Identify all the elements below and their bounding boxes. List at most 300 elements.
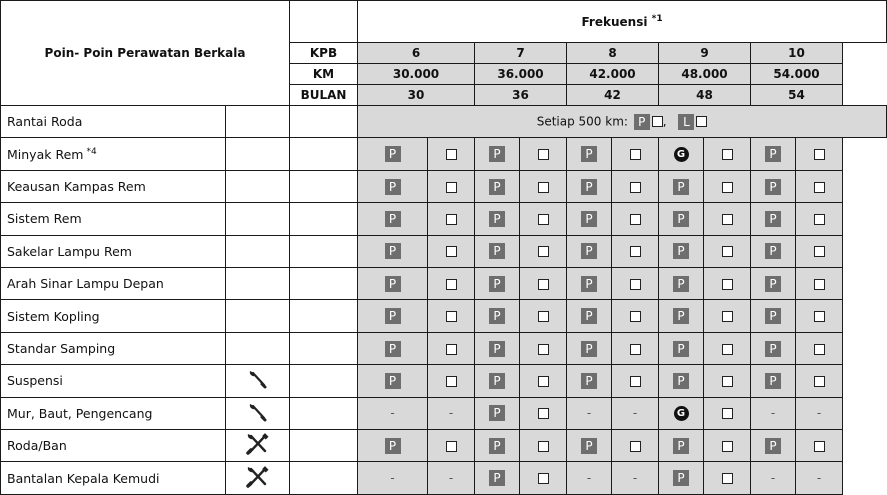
schedule-cell <box>612 397 659 429</box>
table-row <box>1 462 887 495</box>
kpb-value-1: 6 <box>358 43 475 64</box>
inspect-badge: P <box>765 211 781 227</box>
schedule-cell <box>659 365 704 397</box>
row-label <box>1 397 226 429</box>
schedule-cell <box>796 170 843 202</box>
schedule-cell <box>796 268 843 300</box>
schedule-cell <box>612 332 659 364</box>
schedule-cell <box>704 365 751 397</box>
schedule-cell <box>567 170 612 202</box>
inspect-badge: P <box>765 373 781 389</box>
checkbox-icon <box>696 116 707 127</box>
schedule-cell <box>751 235 796 267</box>
schedule-cell <box>358 300 428 332</box>
inspect-badge: P <box>581 211 597 227</box>
checkbox-icon <box>446 376 457 387</box>
schedule-cell <box>796 462 843 495</box>
replace-mark: G <box>674 147 689 162</box>
schedule-cell <box>612 462 659 495</box>
bulan-value-3: 42 <box>567 85 659 106</box>
blank-cell <box>290 462 358 495</box>
inspect-badge: P <box>634 114 650 130</box>
checkbox-icon <box>722 214 733 225</box>
not-applicable-dash: - <box>632 471 638 486</box>
row-label <box>1 430 226 462</box>
schedule-cell <box>704 235 751 267</box>
tool-cell <box>226 365 290 397</box>
checkbox-icon <box>814 182 825 193</box>
checkbox-icon <box>814 246 825 257</box>
kpb-label: KPB <box>290 43 358 64</box>
row-label-text: Sistem Kopling <box>7 308 100 324</box>
schedule-cell <box>428 332 475 364</box>
schedule-cell <box>751 365 796 397</box>
checkbox-icon <box>722 441 733 452</box>
table-row <box>1 268 887 300</box>
blank-cell <box>290 268 358 300</box>
schedule-cell <box>358 203 428 235</box>
checkbox-icon <box>538 279 549 290</box>
row-label <box>1 365 226 397</box>
checkbox-icon <box>446 311 457 322</box>
inspect-badge: P <box>765 438 781 454</box>
row-label-text: Arah Sinar Lampu Depan <box>7 276 164 292</box>
inspect-badge: P <box>673 438 689 454</box>
schedule-cell <box>358 365 428 397</box>
table-row <box>1 300 887 332</box>
table-row <box>1 138 887 170</box>
inspect-badge: P <box>673 243 689 259</box>
table-title: Poin- Poin Perawatan Berkala <box>1 1 290 106</box>
schedule-cell <box>751 462 796 495</box>
inspect-badge: P <box>581 179 597 195</box>
km-value-2: 36.000 <box>475 64 567 85</box>
row-label-text: Roda/Ban <box>7 438 67 454</box>
row-label-text: Bantalan Kepala Kemudi <box>7 470 160 486</box>
schedule-cell <box>520 138 567 170</box>
tool-cell <box>226 332 290 364</box>
inspect-badge: P <box>489 438 505 454</box>
schedule-cell <box>796 365 843 397</box>
inspect-badge: P <box>385 276 401 292</box>
checkbox-icon <box>446 441 457 452</box>
table-row <box>1 332 887 364</box>
checkbox-icon <box>630 311 641 322</box>
schedule-cell <box>428 170 475 202</box>
inspect-badge: P <box>489 211 505 227</box>
checkbox-icon <box>814 344 825 355</box>
checkbox-icon <box>538 473 549 484</box>
inspect-badge: P <box>673 373 689 389</box>
schedule-cell <box>475 170 520 202</box>
schedule-cell <box>704 138 751 170</box>
schedule-cell <box>358 332 428 364</box>
tool-cell <box>226 106 290 138</box>
schedule-cell <box>751 430 796 462</box>
frequency-label: Frekuensi <box>581 15 648 29</box>
crossed-tools-icon <box>246 433 270 458</box>
schedule-cell <box>659 397 704 429</box>
schedule-cell <box>612 235 659 267</box>
tool-cell <box>226 235 290 267</box>
row-note: *4 <box>86 146 97 157</box>
inspect-badge: P <box>385 243 401 259</box>
schedule-cell <box>704 332 751 364</box>
inspect-badge: P <box>765 276 781 292</box>
schedule-cell <box>751 268 796 300</box>
checkbox-icon <box>538 408 549 419</box>
schedule-cell <box>520 365 567 397</box>
schedule-cell <box>567 397 612 429</box>
checkbox-icon <box>446 182 457 193</box>
schedule-cell <box>704 430 751 462</box>
checkbox-icon <box>538 344 549 355</box>
wrench-icon <box>247 369 269 392</box>
inspect-badge: P <box>489 243 505 259</box>
schedule-cell <box>428 430 475 462</box>
schedule-cell <box>659 235 704 267</box>
kpb-value-2: 7 <box>475 43 567 64</box>
frequency-header <box>358 1 887 43</box>
checkbox-icon <box>652 116 663 127</box>
schedule-cell <box>475 235 520 267</box>
row-label <box>1 170 226 202</box>
schedule-cell <box>428 235 475 267</box>
checkbox-icon <box>814 149 825 160</box>
checkbox-icon <box>722 376 733 387</box>
schedule-cell <box>796 203 843 235</box>
not-applicable-dash: - <box>586 471 592 486</box>
schedule-cell <box>428 300 475 332</box>
blank-cell <box>290 397 358 429</box>
schedule-cell <box>704 170 751 202</box>
checkbox-icon <box>630 344 641 355</box>
inspect-badge: P <box>581 438 597 454</box>
blank-cell <box>290 332 358 364</box>
km-value-3: 42.000 <box>567 64 659 85</box>
checkbox-icon <box>814 279 825 290</box>
schedule-cell <box>520 203 567 235</box>
tool-cell <box>226 430 290 462</box>
schedule-cell <box>612 268 659 300</box>
bulan-value-5: 54 <box>751 85 843 106</box>
schedule-cell <box>612 430 659 462</box>
checkbox-icon <box>630 279 641 290</box>
schedule-cell <box>704 268 751 300</box>
schedule-cell <box>567 462 612 495</box>
row-label <box>1 203 226 235</box>
schedule-cell <box>520 397 567 429</box>
interval-text: Setiap 500 km: <box>536 114 628 129</box>
schedule-cell <box>612 203 659 235</box>
inspect-badge: P <box>489 341 505 357</box>
not-applicable-dash: - <box>390 406 395 421</box>
table-row <box>1 170 887 202</box>
schedule-cell <box>358 268 428 300</box>
checkbox-icon <box>538 182 549 193</box>
kpb-value-5: 10 <box>751 43 843 64</box>
schedule-cell <box>358 430 428 462</box>
row-label-text: Mur, Baut, Pengencang <box>7 405 153 421</box>
inspect-badge: P <box>673 341 689 357</box>
schedule-cell <box>475 203 520 235</box>
blank-cell <box>290 106 358 138</box>
inspect-badge: P <box>489 470 505 486</box>
tool-cell <box>226 300 290 332</box>
inspect-badge: P <box>673 179 689 195</box>
inspect-badge: P <box>385 341 401 357</box>
schedule-cell <box>567 235 612 267</box>
blank-cell <box>290 235 358 267</box>
tool-cell <box>226 138 290 170</box>
interval-separator: , <box>662 114 667 129</box>
schedule-cell <box>751 332 796 364</box>
inspect-badge: P <box>581 146 597 162</box>
inspect-badge: P <box>765 308 781 324</box>
kpb-value-4: 9 <box>659 43 751 64</box>
interval-cell <box>358 106 887 138</box>
schedule-cell <box>659 170 704 202</box>
schedule-cell <box>567 138 612 170</box>
blank-cell <box>290 365 358 397</box>
checkbox-icon <box>722 473 733 484</box>
row-label-text: Sistem Rem <box>7 211 82 227</box>
row-label <box>1 300 226 332</box>
row-label-text: Keausan Kampas Rem <box>7 179 146 195</box>
inspect-badge: P <box>489 308 505 324</box>
inspect-badge: P <box>385 179 401 195</box>
schedule-cell <box>428 397 475 429</box>
table-row <box>1 235 887 267</box>
inspect-badge: P <box>489 276 505 292</box>
checkbox-icon <box>446 149 457 160</box>
tool-cell <box>226 397 290 429</box>
not-applicable-dash: - <box>390 471 395 486</box>
blank-cell <box>290 138 358 170</box>
schedule-cell <box>659 203 704 235</box>
schedule-cell <box>751 397 796 429</box>
schedule-cell <box>475 430 520 462</box>
row-label <box>1 235 226 267</box>
schedule-cell <box>659 462 704 495</box>
schedule-cell <box>358 462 428 495</box>
schedule-cell <box>796 430 843 462</box>
schedule-cell <box>704 397 751 429</box>
bulan-value-2: 36 <box>475 85 567 106</box>
checkbox-icon <box>446 246 457 257</box>
not-applicable-dash: - <box>816 471 822 486</box>
bulan-label: BULAN <box>290 85 358 106</box>
km-value-5: 54.000 <box>751 64 843 85</box>
checkbox-icon <box>630 182 641 193</box>
inspect-badge: P <box>489 405 505 421</box>
kpb-value-3: 8 <box>567 43 659 64</box>
row-label <box>1 268 226 300</box>
tool-cell <box>226 170 290 202</box>
not-applicable-dash: - <box>586 406 592 421</box>
inspect-badge: P <box>765 146 781 162</box>
checkbox-icon <box>722 246 733 257</box>
schedule-cell <box>659 332 704 364</box>
schedule-cell <box>520 268 567 300</box>
table-row <box>1 203 887 235</box>
checkbox-icon <box>722 408 733 419</box>
inspect-badge: P <box>673 211 689 227</box>
schedule-cell <box>567 203 612 235</box>
schedule-cell <box>428 203 475 235</box>
table-row <box>1 365 887 397</box>
km-value-4: 48.000 <box>659 64 751 85</box>
schedule-cell <box>659 430 704 462</box>
checkbox-icon <box>722 311 733 322</box>
schedule-cell <box>567 365 612 397</box>
inspect-badge: P <box>581 243 597 259</box>
checkbox-icon <box>814 376 825 387</box>
checkbox-icon <box>446 279 457 290</box>
checkbox-icon <box>446 344 457 355</box>
checkbox-icon <box>538 311 549 322</box>
schedule-cell <box>612 365 659 397</box>
checkbox-icon <box>814 311 825 322</box>
checkbox-icon <box>538 376 549 387</box>
schedule-cell <box>520 462 567 495</box>
lubricate-badge: L <box>678 114 694 130</box>
schedule-cell <box>520 300 567 332</box>
schedule-cell <box>567 268 612 300</box>
header-blank-cell <box>290 1 358 43</box>
schedule-cell <box>567 332 612 364</box>
checkbox-icon <box>538 214 549 225</box>
schedule-cell <box>358 138 428 170</box>
not-applicable-dash: - <box>448 406 454 421</box>
checkbox-icon <box>538 149 549 160</box>
schedule-cell <box>796 300 843 332</box>
schedule-cell <box>475 332 520 364</box>
schedule-cell <box>567 300 612 332</box>
row-label-text: Sakelar Lampu Rem <box>7 243 132 259</box>
schedule-cell <box>612 170 659 202</box>
schedule-cell <box>428 365 475 397</box>
not-applicable-dash: - <box>632 406 638 421</box>
schedule-cell <box>612 300 659 332</box>
checkbox-icon <box>722 344 733 355</box>
inspect-badge: P <box>581 373 597 389</box>
row-label-text: Minyak Rem <box>7 146 84 162</box>
schedule-cell <box>475 138 520 170</box>
schedule-cell <box>796 235 843 267</box>
schedule-cell <box>704 462 751 495</box>
schedule-cell <box>475 462 520 495</box>
checkbox-icon <box>722 279 733 290</box>
schedule-cell <box>704 300 751 332</box>
checkbox-icon <box>630 441 641 452</box>
inspect-badge: P <box>489 146 505 162</box>
schedule-cell <box>704 203 751 235</box>
schedule-cell <box>659 300 704 332</box>
not-applicable-dash: - <box>448 471 454 486</box>
checkbox-icon <box>722 182 733 193</box>
inspect-badge: P <box>765 179 781 195</box>
bulan-value-1: 30 <box>358 85 475 106</box>
schedule-cell <box>428 462 475 495</box>
row-label-rantai-roda: Rantai Roda <box>1 106 226 138</box>
blank-cell <box>290 300 358 332</box>
schedule-cell <box>520 332 567 364</box>
checkbox-icon <box>538 441 549 452</box>
inspect-badge: P <box>765 243 781 259</box>
inspect-badge: P <box>385 211 401 227</box>
inspect-badge: P <box>581 308 597 324</box>
schedule-cell <box>796 332 843 364</box>
frequency-note: *1 <box>651 14 663 24</box>
checkbox-icon <box>630 149 641 160</box>
inspect-badge: P <box>581 341 597 357</box>
schedule-cell <box>428 138 475 170</box>
table-row <box>1 397 887 429</box>
checkbox-icon <box>814 214 825 225</box>
inspect-badge: P <box>385 373 401 389</box>
schedule-cell <box>796 138 843 170</box>
schedule-cell <box>475 365 520 397</box>
schedule-cell <box>358 235 428 267</box>
checkbox-icon <box>630 376 641 387</box>
checkbox-icon <box>630 214 641 225</box>
schedule-cell <box>751 138 796 170</box>
schedule-cell <box>358 397 428 429</box>
row-label <box>1 332 226 364</box>
schedule-cell <box>751 300 796 332</box>
inspect-badge: P <box>581 276 597 292</box>
schedule-cell <box>428 268 475 300</box>
checkbox-icon <box>814 441 825 452</box>
inspect-badge: P <box>489 373 505 389</box>
schedule-cell <box>358 170 428 202</box>
checkbox-icon <box>630 246 641 257</box>
not-applicable-dash: - <box>816 406 822 421</box>
schedule-cell <box>567 430 612 462</box>
bulan-value-4: 48 <box>659 85 751 106</box>
checkbox-icon <box>446 214 457 225</box>
checkbox-icon <box>538 246 549 257</box>
inspect-badge: P <box>673 308 689 324</box>
inspect-badge: P <box>765 341 781 357</box>
schedule-cell <box>659 138 704 170</box>
blank-cell <box>290 430 358 462</box>
tool-cell <box>226 462 290 495</box>
schedule-cell <box>475 300 520 332</box>
inspect-badge: P <box>385 438 401 454</box>
checkbox-icon <box>722 149 733 160</box>
inspect-badge: P <box>385 146 401 162</box>
schedule-cell <box>796 397 843 429</box>
km-label: KM <box>290 64 358 85</box>
row-label-text: Suspensi <box>7 373 63 389</box>
tool-cell <box>226 203 290 235</box>
inspect-badge: P <box>489 179 505 195</box>
tool-cell <box>226 268 290 300</box>
inspect-badge: P <box>385 308 401 324</box>
schedule-cell <box>751 170 796 202</box>
inspect-badge: P <box>673 276 689 292</box>
wrench-icon <box>247 402 269 425</box>
schedule-cell <box>520 235 567 267</box>
blank-cell <box>290 170 358 202</box>
blank-cell <box>290 203 358 235</box>
schedule-cell <box>520 430 567 462</box>
schedule-cell <box>751 203 796 235</box>
schedule-cell <box>612 138 659 170</box>
schedule-cell <box>475 397 520 429</box>
